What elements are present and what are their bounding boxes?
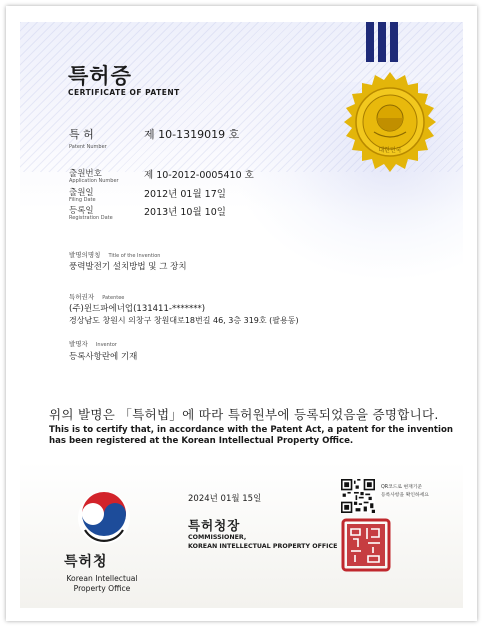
inventor-label: 발명자 Inventor: [69, 340, 117, 348]
inventor-value: 등록사항란에 기재: [69, 352, 138, 362]
certification-statement-ko: 위의 발명은 「특허법」에 따라 특허원부에 등록되었음을 증명합니다.: [49, 407, 439, 422]
seal-ribbon: [378, 22, 386, 62]
invention-title: 풍력발전기 설치방법 및 그 장치: [69, 262, 187, 272]
registration-date: 2013년 10월 10일: [144, 207, 226, 218]
filing-date-label: 출원일: [69, 188, 94, 198]
invention-title-label: 발명의명칭 Title of the Invention: [69, 251, 161, 259]
kipo-logo-name-en-line1: Korean Intellectual: [66, 574, 138, 583]
application-number: 제 10-2012-0005410 호: [144, 170, 254, 181]
application-number-sublabel: Application Number: [69, 178, 119, 184]
registration-date-sublabel: Registration Date: [69, 215, 113, 221]
patentee-label: 특허권자 Patentee: [69, 293, 125, 301]
certificate-title: 특허증: [68, 64, 132, 88]
patent-number-sublabel: Patent Number: [69, 144, 107, 150]
patent-number-label: 특 허: [69, 128, 94, 141]
seal-ribbon: [390, 22, 398, 62]
kipo-logo-name-ko: 특허청: [64, 554, 108, 570]
commissioner-en-line2: KOREAN INTELLECTUAL PROPERTY OFFICE: [188, 543, 338, 550]
kipo-logo-name-en-line2: Property Office: [73, 584, 131, 593]
kipo-logo-icon: [76, 490, 132, 546]
certification-statement-en-line2: has been registered at the Korean Intellectual Property Office.: [49, 436, 354, 446]
qr-note-line1: QR코드로 현재기준: [381, 485, 423, 490]
commissioner-en-line1: COMMISSIONER,: [188, 534, 247, 541]
qr-code-icon[interactable]: [341, 479, 375, 513]
commissioner-title: 특허청장: [188, 518, 241, 533]
seal-ribbon: [366, 22, 374, 62]
filing-date-sublabel: Filing Date: [69, 197, 96, 203]
patentee-name: (주)윈드파에너업(131411-*******): [69, 304, 206, 314]
certification-statement-en-line1: This is to certify that, in accordance with the Patent Act, a patent for the invention: [49, 425, 453, 435]
qr-note-line2: 등록사항을 확인하세요: [381, 493, 429, 498]
patentee-address: 경상남도 창원시 의창구 창원대로18번길 46, 3층 319호 (팔용동): [69, 316, 299, 325]
application-number-label: 출원번호: [69, 169, 102, 179]
patent-certificate: [20, 22, 463, 608]
certificate-title-en: CERTIFICATE OF PATENT: [68, 88, 180, 97]
registration-date-label: 등록일: [69, 206, 94, 216]
gold-seal-icon: [336, 70, 444, 178]
filing-date: 2012년 01월 17일: [144, 189, 226, 200]
official-stamp-icon: [340, 517, 392, 573]
issue-date: 2024년 01월 15일: [188, 494, 262, 504]
seal-text: 대한민국: [378, 147, 402, 154]
patent-number: 제 10-1319019 호: [144, 128, 240, 141]
